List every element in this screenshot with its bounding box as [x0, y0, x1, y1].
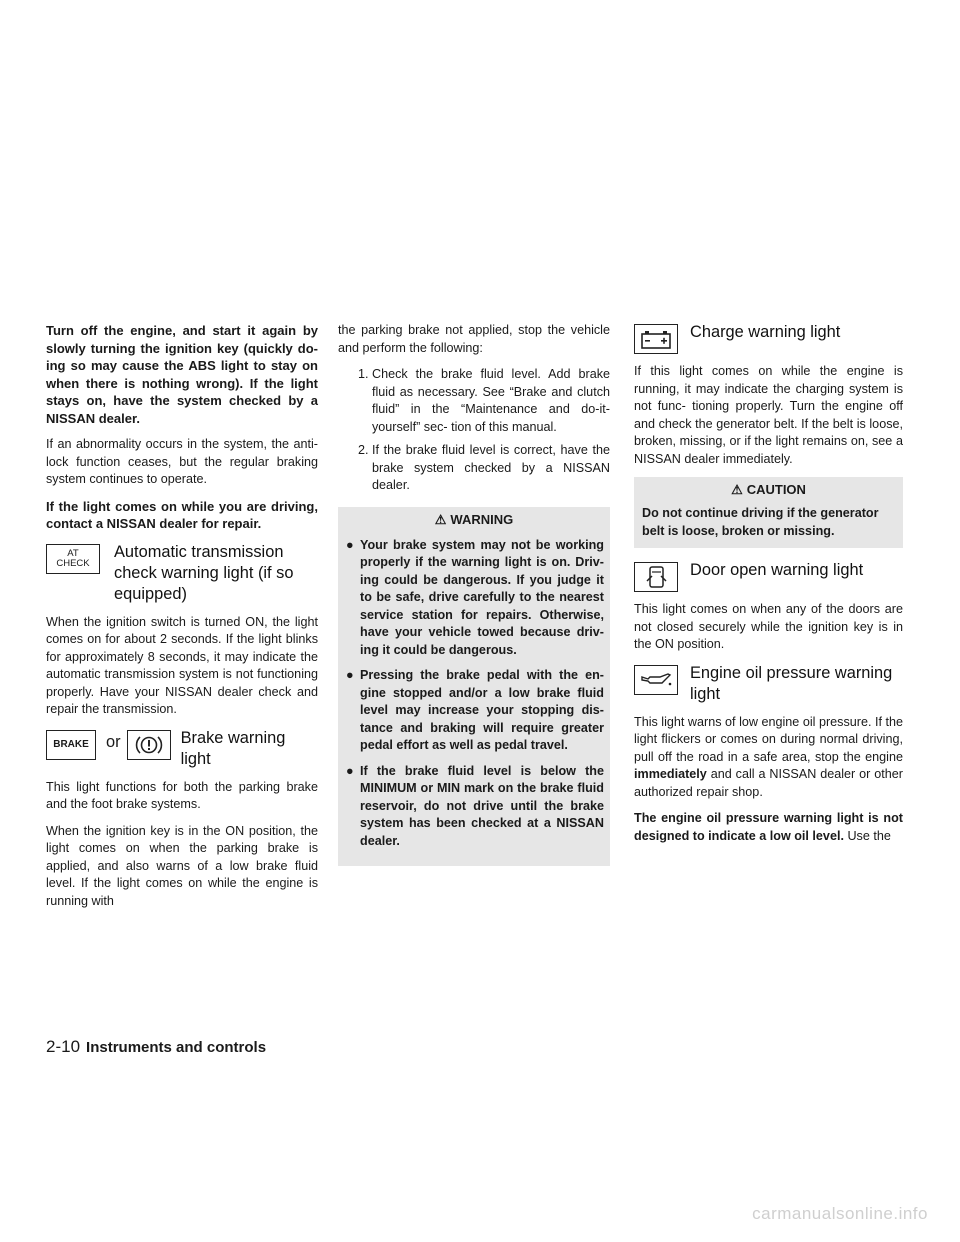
at-check-icon: AT CHECK — [46, 544, 100, 574]
brake-text-icon: BRAKE — [46, 730, 96, 760]
column-middle — [338, 322, 610, 878]
watermark: carmanualsonline.info — [752, 1204, 928, 1223]
abs-contact-dealer: If the light comes on while you are driving, contact a NISSAN dealer for repair. — [46, 498, 318, 531]
or-label: or — [106, 732, 121, 751]
door-title: Door open warning light — [690, 561, 864, 579]
warning-item: ● Pressing the brake pedal with the en- gine stopped and/or a low brake fluid level may increase your stopping dis- tance and braking will require greater pedal effort as well as pedal travel. — [346, 668, 604, 752]
brake-symbol-icon — [127, 730, 171, 760]
bullet-icon: ● — [346, 763, 354, 778]
warning-box — [338, 507, 610, 867]
oil-can-icon — [634, 665, 678, 695]
page-footer — [46, 1037, 266, 1057]
battery-icon — [634, 324, 678, 354]
column-left — [46, 322, 318, 919]
warning-item: ● Your brake system may not be working properly if the warning light is on. Driv- ing could be dangerous. If you judge it to be safe, drive carefully to the nearest service station for repairs. Otherwise, have your vehicle towed because driv- ing it could be dangerous. — [346, 537, 604, 657]
brake-title: Brake warning light — [180, 728, 286, 768]
at-check-text: When the ignition switch is turned ON, the light comes on for about 2 seconds. If the light blinks for approximately 8 seconds, it may indicate the automatic transmission system is not functioning properly. Have your NISSAN dealer check and repair the transmission. — [46, 614, 318, 716]
abs-abnormality-text: If an abnormality occurs in the system, the anti- lock function ceases, but the regular braking system continues to operate. — [46, 437, 318, 486]
brake-function-text: This light functions for both the parking brake and the foot brake systems. — [46, 779, 318, 811]
at-check-title: Automatic transmission check warning light (if so equipped) — [114, 542, 294, 603]
warning-icon: ⚠ — [434, 511, 447, 527]
page-number: 2-10 — [46, 1037, 81, 1056]
caution-icon: ⚠ — [731, 482, 743, 498]
brake-heading — [46, 728, 318, 770]
warning-item: ● If the brake fluid level is below the MINIMUM or MIN mark on the brake fluid reservoir, do not drive until the brake system has been checked at a NISSAN dealer. — [346, 763, 604, 848]
caution-box — [634, 477, 903, 548]
oil-text: This light warns of low engine oil pressure. If the light flickers or comes on during normal driving, pull off the road in a safe area, stop the engine immediately and call a NISSAN dealer or other authorized repair shop. — [634, 714, 903, 799]
oil-title: Engine oil pressure warning light — [690, 663, 893, 703]
charge-heading — [634, 322, 903, 354]
brake-step: 1. Check the brake fluid level. Add brake fluid as necessary. See “Brake and clutch fluid” in the “Maintenance and do-it-yourself” sec- tion of this manual. — [372, 366, 610, 436]
abs-instruction: Turn off the engine, and start it again by slowly turning the ignition key (quickly do- ing so may cause the ABS light to stay on when there is nothing wrong). If the light stays on, have the system checked by a NISSAN dealer. — [46, 323, 318, 426]
brake-on-text: When the ignition key is in the ON position, the light comes on when the parking brake is applied, and also warns of a low brake fluid level. If the light comes on while the engine is running with — [46, 823, 318, 908]
brake-steps-list — [338, 366, 610, 495]
oil-level-text: The engine oil pressure warning light is not designed to indicate a low oil level. Use the — [634, 811, 903, 843]
door-text: This light comes on when any of the doors are not closed securely while the ignition key is in the ON position. — [634, 602, 903, 651]
brake-step: 2. If the brake fluid level is correct, have the brake system checked by a NISSAN dealer. — [372, 442, 610, 495]
at-check-heading — [46, 542, 318, 605]
caution-text: Do not continue driving if the generator belt is loose, broken or missing. — [642, 506, 879, 538]
door-open-icon — [634, 562, 678, 592]
column-right — [634, 322, 903, 854]
oil-heading — [634, 663, 903, 705]
brake-continue-text: the parking brake not applied, stop the vehicle and perform the following: — [338, 323, 610, 355]
charge-title: Charge warning light — [690, 323, 841, 341]
warning-list — [338, 533, 610, 867]
door-heading — [634, 560, 903, 592]
bullet-icon: ● — [346, 537, 354, 552]
charge-text: If this light comes on while the engine is running, it may indicate the charging system is not func- tioning properly. Turn the engine off and check the generator belt. If the belt is loose, broken, missing, or if the light remains on, see a NISSAN dealer immediately. — [634, 364, 903, 466]
section-title: Instruments and controls — [86, 1039, 267, 1056]
caution-title: ⚠ CAUTION — [731, 482, 806, 498]
warning-title: ⚠ WARNING — [434, 511, 514, 527]
bullet-icon: ● — [346, 668, 354, 682]
